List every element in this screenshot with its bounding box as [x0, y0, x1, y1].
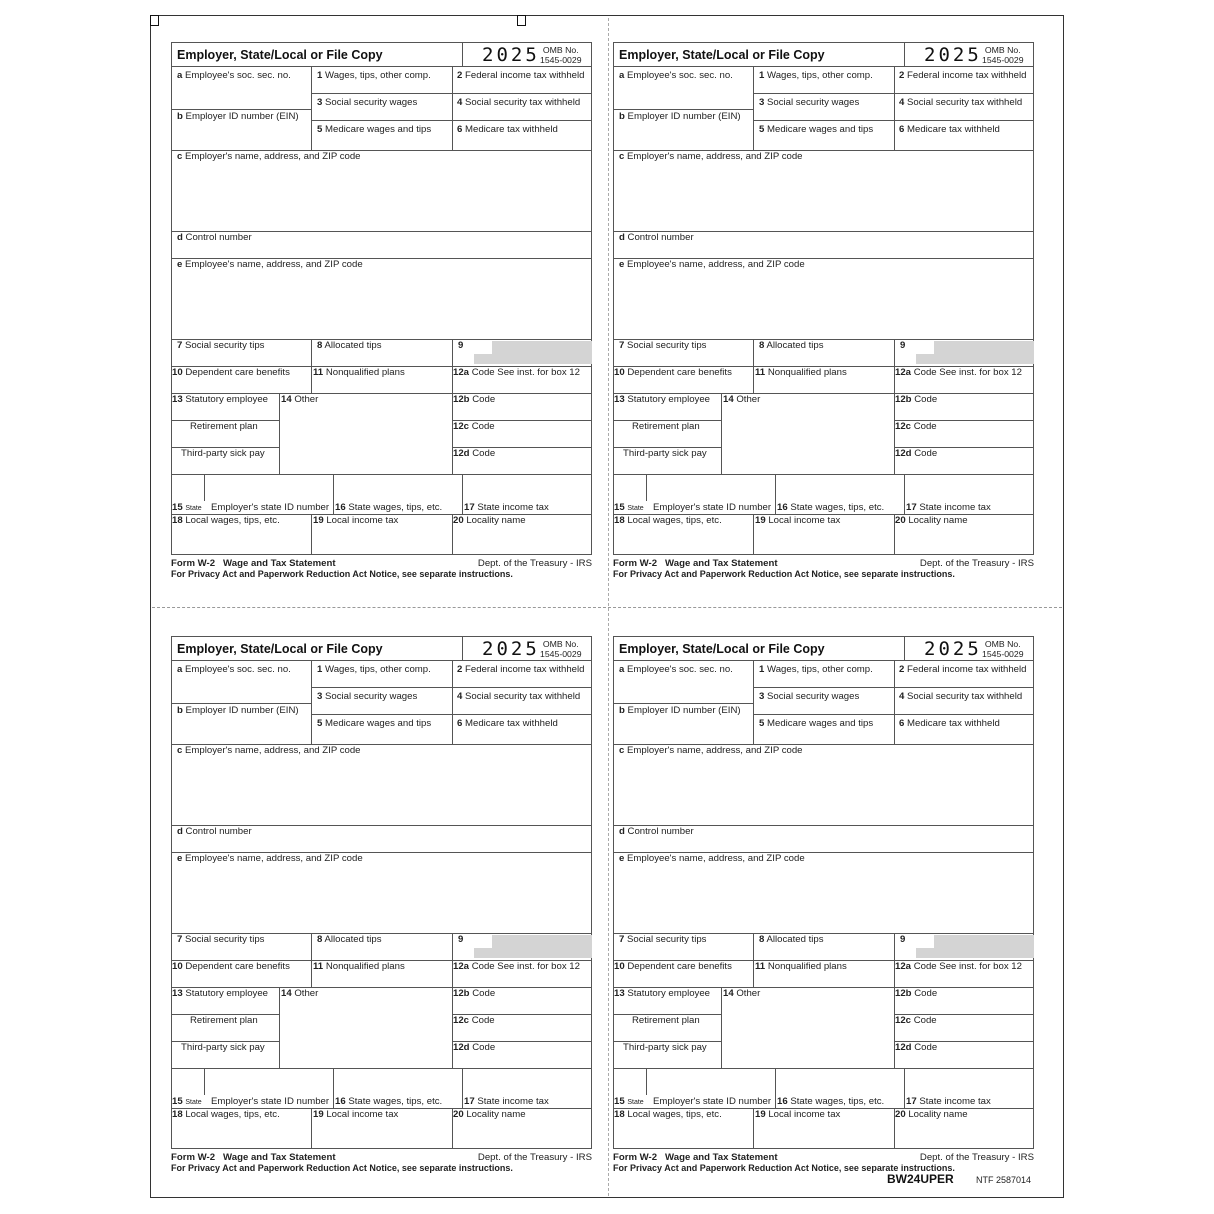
- box-a-employee-ssn[interactable]: a Employee's soc. sec. no.: [619, 664, 733, 675]
- box-b-employer-ein[interactable]: b Employer ID number (EIN): [619, 111, 741, 122]
- box-12b[interactable]: 12b Code: [895, 988, 938, 999]
- box-19-local-tax[interactable]: 19 Local income tax: [313, 1109, 399, 1120]
- box-10-dependent-care[interactable]: 10 Dependent care benefits: [614, 961, 732, 972]
- box-12b[interactable]: 12b Code: [453, 394, 496, 405]
- box-14-other[interactable]: 14 Other: [281, 394, 319, 405]
- box-9: 9: [458, 340, 464, 351]
- box-7-ss-tips[interactable]: 7 Social security tips: [177, 340, 265, 351]
- box-7-ss-tips[interactable]: 7 Social security tips: [177, 934, 265, 945]
- privacy-notice: For Privacy Act and Paperwork Reduction Act Notice, see separate instructions.: [171, 1163, 513, 1173]
- w2-copy-bottom-left: [171, 636, 592, 1181]
- copy-title: Employer, State/Local or File Copy: [177, 642, 383, 656]
- box-d-control-number[interactable]: d Control number: [177, 232, 252, 243]
- box-1-wages[interactable]: 1 Wages, tips, other comp.: [759, 664, 873, 675]
- box-b-employer-ein[interactable]: b Employer ID number (EIN): [177, 111, 299, 122]
- omb-number: OMB No. 1545-0029: [982, 639, 1024, 659]
- box-e-employee-name[interactable]: e Employee's name, address, and ZIP code: [177, 259, 363, 270]
- box-15-employer-state-id[interactable]: Employer's state ID number: [211, 1096, 330, 1107]
- tax-year: 2025: [924, 44, 982, 66]
- box-12c[interactable]: 12c Code: [895, 421, 937, 432]
- crop-mark: [150, 15, 159, 26]
- box-15-employer-state-id[interactable]: Employer's state ID number: [653, 502, 772, 513]
- box-1-wages[interactable]: 1 Wages, tips, other comp.: [759, 70, 873, 81]
- box-12a[interactable]: 12a Code See inst. for box 12: [895, 367, 1022, 378]
- box-15-employer-state-id[interactable]: Employer's state ID number: [653, 1096, 772, 1107]
- w2-copy-top-left: [171, 42, 592, 587]
- box-4-ss-tax[interactable]: 4 Social security tax withheld: [899, 691, 1023, 702]
- box-14-other[interactable]: 14 Other: [723, 394, 761, 405]
- box-19-local-tax[interactable]: 19 Local income tax: [755, 1109, 841, 1120]
- box-6-medicare-tax[interactable]: 6 Medicare tax withheld: [457, 718, 558, 729]
- box-b-employer-ein[interactable]: b Employer ID number (EIN): [177, 705, 299, 716]
- box-20-locality[interactable]: 20 Locality name: [895, 1109, 968, 1120]
- box-10-dependent-care[interactable]: 10 Dependent care benefits: [172, 961, 290, 972]
- box-11-nonqualified[interactable]: 11 Nonqualified plans: [313, 961, 405, 972]
- box-d-control-number[interactable]: d Control number: [619, 232, 694, 243]
- box-c-employer-name[interactable]: c Employer's name, address, and ZIP code: [619, 151, 803, 162]
- box-5-medicare-wages[interactable]: 5 Medicare wages and tips: [759, 124, 874, 135]
- box-e-employee-name[interactable]: e Employee's name, address, and ZIP code: [619, 853, 805, 864]
- box-e-employee-name[interactable]: e Employee's name, address, and ZIP code: [619, 259, 805, 270]
- box-2-federal-tax[interactable]: 2 Federal income tax withheld: [899, 664, 1027, 675]
- box-12a[interactable]: 12a Code See inst. for box 12: [453, 367, 580, 378]
- crop-mark: [517, 15, 526, 26]
- privacy-notice: For Privacy Act and Paperwork Reduction Act Notice, see separate instructions.: [613, 1163, 955, 1173]
- box-15-employer-state-id[interactable]: Employer's state ID number: [211, 502, 330, 513]
- box-17-state-tax[interactable]: 17 State income tax: [906, 1096, 991, 1107]
- box-16-state-wages[interactable]: 16 State wages, tips, etc.: [335, 502, 443, 513]
- box-2-federal-tax[interactable]: 2 Federal income tax withheld: [457, 70, 585, 81]
- box-6-medicare-tax[interactable]: 6 Medicare tax withheld: [899, 718, 1000, 729]
- box-6-medicare-tax[interactable]: 6 Medicare tax withheld: [457, 124, 558, 135]
- box-10-dependent-care[interactable]: 10 Dependent care benefits: [172, 367, 290, 378]
- omb-number: OMB No. 1545-0029: [540, 639, 582, 659]
- box-5-medicare-wages[interactable]: 5 Medicare wages and tips: [759, 718, 874, 729]
- box-1-wages[interactable]: 1 Wages, tips, other comp.: [317, 664, 431, 675]
- box-14-other[interactable]: 14 Other: [281, 988, 319, 999]
- box-3-ss-wages[interactable]: 3 Social security wages: [317, 691, 418, 702]
- box-19-local-tax[interactable]: 19 Local income tax: [755, 515, 841, 526]
- box-12b[interactable]: 12b Code: [453, 988, 496, 999]
- box-9: 9: [458, 934, 464, 945]
- box-11-nonqualified[interactable]: 11 Nonqualified plans: [755, 961, 847, 972]
- copy-title: Employer, State/Local or File Copy: [619, 642, 825, 656]
- box-12d[interactable]: 12d Code: [453, 1042, 496, 1053]
- box-15-state[interactable]: 15 State: [614, 502, 644, 513]
- box-20-locality[interactable]: 20 Locality name: [453, 515, 526, 526]
- box-13-retirement-plan[interactable]: Retirement plan: [190, 1015, 258, 1026]
- box-5-medicare-wages[interactable]: 5 Medicare wages and tips: [317, 718, 432, 729]
- box-9: 9: [900, 934, 906, 945]
- box-4-ss-tax[interactable]: 4 Social security tax withheld: [899, 97, 1023, 108]
- box-12d[interactable]: 12d Code: [895, 448, 938, 459]
- box-20-locality[interactable]: 20 Locality name: [895, 515, 968, 526]
- box-5-medicare-wages[interactable]: 5 Medicare wages and tips: [317, 124, 432, 135]
- box-c-employer-name[interactable]: c Employer's name, address, and ZIP code: [177, 151, 361, 162]
- box-17-state-tax[interactable]: 17 State income tax: [464, 1096, 549, 1107]
- ntf-code: NTF 2587014: [976, 1175, 1032, 1185]
- box-13-retirement-plan[interactable]: Retirement plan: [632, 421, 700, 432]
- box-13-statutory-employee[interactable]: 13 Statutory employee: [614, 988, 711, 999]
- omb-number: OMB No. 1545-0029: [982, 45, 1024, 65]
- box-14-other[interactable]: 14 Other: [723, 988, 761, 999]
- form-name: Form W-2 Wage and Tax Statement: [171, 558, 336, 569]
- box-15-state[interactable]: 15 State: [172, 1096, 202, 1107]
- box-12c[interactable]: 12c Code: [453, 421, 495, 432]
- box-18-local-wages[interactable]: 18 Local wages, tips, etc.: [172, 1109, 280, 1120]
- box-10-dependent-care[interactable]: 10 Dependent care benefits: [614, 367, 732, 378]
- w2-copy-top-right: [613, 42, 1034, 587]
- box-7-ss-tips[interactable]: 7 Social security tips: [619, 340, 707, 351]
- box-17-state-tax[interactable]: 17 State income tax: [906, 502, 991, 513]
- box-2-federal-tax[interactable]: 2 Federal income tax withheld: [457, 664, 585, 675]
- dept-treasury: Dept. of the Treasury - IRS: [919, 1152, 1034, 1163]
- box-6-medicare-tax[interactable]: 6 Medicare tax withheld: [899, 124, 1000, 135]
- box-18-local-wages[interactable]: 18 Local wages, tips, etc.: [172, 515, 280, 526]
- box-c-employer-name[interactable]: c Employer's name, address, and ZIP code: [177, 745, 361, 756]
- box-a-employee-ssn[interactable]: a Employee's soc. sec. no.: [619, 70, 733, 81]
- box-12a[interactable]: 12a Code See inst. for box 12: [453, 961, 580, 972]
- box-7-ss-tips[interactable]: 7 Social security tips: [619, 934, 707, 945]
- product-code: BW24UPER: [887, 1172, 954, 1186]
- copy-title: Employer, State/Local or File Copy: [177, 48, 383, 62]
- box-13-retirement-plan[interactable]: Retirement plan: [190, 421, 258, 432]
- box-20-locality[interactable]: 20 Locality name: [453, 1109, 526, 1120]
- box-3-ss-wages[interactable]: 3 Social security wages: [759, 97, 860, 108]
- form-name: Form W-2 Wage and Tax Statement: [171, 1152, 336, 1163]
- box-13-statutory-employee[interactable]: 13 Statutory employee: [614, 394, 711, 405]
- box-4-ss-tax[interactable]: 4 Social security tax withheld: [457, 97, 581, 108]
- box-13-third-party-sick-pay[interactable]: Third-party sick pay: [623, 448, 707, 459]
- form-name: Form W-2 Wage and Tax Statement: [613, 1152, 778, 1163]
- box-8-allocated-tips[interactable]: 8 Allocated tips: [317, 934, 382, 945]
- privacy-notice: For Privacy Act and Paperwork Reduction Act Notice, see separate instructions.: [171, 569, 513, 579]
- box-17-state-tax[interactable]: 17 State income tax: [464, 502, 549, 513]
- box-11-nonqualified[interactable]: 11 Nonqualified plans: [755, 367, 847, 378]
- box-1-wages[interactable]: 1 Wages, tips, other comp.: [317, 70, 431, 81]
- privacy-notice: For Privacy Act and Paperwork Reduction Act Notice, see separate instructions.: [613, 569, 955, 579]
- box-15-state[interactable]: 15 State: [172, 502, 202, 513]
- omb-number: OMB No. 1545-0029: [540, 45, 582, 65]
- box-4-ss-tax[interactable]: 4 Social security tax withheld: [457, 691, 581, 702]
- box-12b[interactable]: 12b Code: [895, 394, 938, 405]
- w2-copy-bottom-right: [613, 636, 1034, 1181]
- box-16-state-wages[interactable]: 16 State wages, tips, etc.: [777, 502, 885, 513]
- tax-year: 2025: [482, 44, 540, 66]
- box-13-third-party-sick-pay[interactable]: Third-party sick pay: [181, 1042, 265, 1053]
- box-13-statutory-employee[interactable]: 13 Statutory employee: [172, 988, 269, 999]
- box-16-state-wages[interactable]: 16 State wages, tips, etc.: [777, 1096, 885, 1107]
- box-3-ss-wages[interactable]: 3 Social security wages: [759, 691, 860, 702]
- box-8-allocated-tips[interactable]: 8 Allocated tips: [759, 340, 824, 351]
- dept-treasury: Dept. of the Treasury - IRS: [477, 558, 592, 569]
- box-18-local-wages[interactable]: 18 Local wages, tips, etc.: [614, 515, 722, 526]
- box-13-retirement-plan[interactable]: Retirement plan: [632, 1015, 700, 1026]
- box-19-local-tax[interactable]: 19 Local income tax: [313, 515, 399, 526]
- box-12d[interactable]: 12d Code: [895, 1042, 938, 1053]
- box-8-allocated-tips[interactable]: 8 Allocated tips: [759, 934, 824, 945]
- box-a-employee-ssn[interactable]: a Employee's soc. sec. no.: [177, 70, 291, 81]
- box-d-control-number[interactable]: d Control number: [177, 826, 252, 837]
- box-11-nonqualified[interactable]: 11 Nonqualified plans: [313, 367, 405, 378]
- box-d-control-number[interactable]: d Control number: [619, 826, 694, 837]
- box-b-employer-ein[interactable]: b Employer ID number (EIN): [619, 705, 741, 716]
- box-13-third-party-sick-pay[interactable]: Third-party sick pay: [181, 448, 265, 459]
- tax-year: 2025: [482, 638, 540, 660]
- copy-title: Employer, State/Local or File Copy: [619, 48, 825, 62]
- box-12c[interactable]: 12c Code: [895, 1015, 937, 1026]
- box-13-statutory-employee[interactable]: 13 Statutory employee: [172, 394, 269, 405]
- form-name: Form W-2 Wage and Tax Statement: [613, 558, 778, 569]
- box-16-state-wages[interactable]: 16 State wages, tips, etc.: [335, 1096, 443, 1107]
- box-c-employer-name[interactable]: c Employer's name, address, and ZIP code: [619, 745, 803, 756]
- tax-year: 2025: [924, 638, 982, 660]
- box-18-local-wages[interactable]: 18 Local wages, tips, etc.: [614, 1109, 722, 1120]
- box-13-third-party-sick-pay[interactable]: Third-party sick pay: [623, 1042, 707, 1053]
- box-2-federal-tax[interactable]: 2 Federal income tax withheld: [899, 70, 1027, 81]
- box-8-allocated-tips[interactable]: 8 Allocated tips: [317, 340, 382, 351]
- box-e-employee-name[interactable]: e Employee's name, address, and ZIP code: [177, 853, 363, 864]
- box-a-employee-ssn[interactable]: a Employee's soc. sec. no.: [177, 664, 291, 675]
- box-12c[interactable]: 12c Code: [453, 1015, 495, 1026]
- box-9: 9: [900, 340, 906, 351]
- box-15-state[interactable]: 15 State: [614, 1096, 644, 1107]
- box-12d[interactable]: 12d Code: [453, 448, 496, 459]
- horizontal-perforation: [152, 607, 1062, 608]
- box-12a[interactable]: 12a Code See inst. for box 12: [895, 961, 1022, 972]
- dept-treasury: Dept. of the Treasury - IRS: [919, 558, 1034, 569]
- box-3-ss-wages[interactable]: 3 Social security wages: [317, 97, 418, 108]
- dept-treasury: Dept. of the Treasury - IRS: [477, 1152, 592, 1163]
